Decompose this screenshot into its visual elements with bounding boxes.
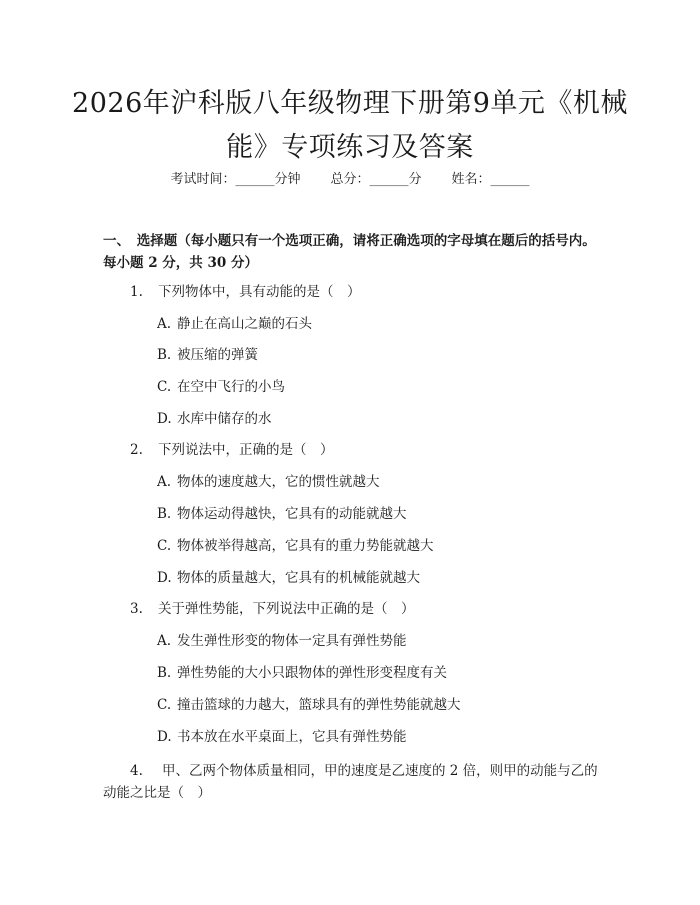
option-letter: D. xyxy=(157,411,172,427)
score-label: 总分： xyxy=(330,172,370,187)
section-heading: 一、 选择题（每小题只有一个选项正确，请将正确选项的字母填在题后的括号内。每小题 2 分，共 30 分） xyxy=(103,233,596,271)
question-2 xyxy=(130,440,334,460)
option-text: 静止在高山之巅的石头 xyxy=(177,316,312,332)
question-3-option-d xyxy=(157,727,407,747)
question-text: 关于弹性势能，下列说法中正确的是（ ） xyxy=(158,601,415,617)
document-title: 2026年沪科版八年级物理下册第9单元《机械能》专项练习及答案 xyxy=(72,88,628,163)
option-letter: C. xyxy=(157,379,172,395)
question-2-option-c xyxy=(157,536,434,556)
option-text: 书本放在水平桌面上，它具有弹性势能 xyxy=(177,729,407,745)
option-letter: A. xyxy=(157,474,172,490)
question-3-option-c xyxy=(157,695,461,715)
exam-info-line xyxy=(0,170,700,190)
question-3 xyxy=(130,599,415,619)
score-unit: 分 xyxy=(408,172,422,187)
question-1-option-a xyxy=(157,314,312,334)
score-blank: ______ xyxy=(369,172,409,187)
question-text: 下列说法中，正确的是（ ） xyxy=(158,442,334,458)
option-text: 物体的质量越大，它具有的机械能就越大 xyxy=(177,570,420,586)
option-text: 物体运动得越快，它具有的动能就越大 xyxy=(177,506,407,522)
question-3-option-a xyxy=(157,631,407,651)
time-blank: ______ xyxy=(235,172,275,187)
option-letter: A. xyxy=(157,316,172,332)
question-2-option-b xyxy=(157,504,407,524)
question-1-option-c xyxy=(157,377,285,397)
question-2-option-d xyxy=(157,568,420,588)
option-letter: C. xyxy=(157,538,172,554)
option-letter: B. xyxy=(157,347,172,363)
option-text: 撞击篮球的力越大，篮球具有的弹性势能就越大 xyxy=(177,697,461,713)
option-letter: B. xyxy=(157,506,172,522)
option-letter: D. xyxy=(157,729,172,745)
question-number: 3. xyxy=(130,601,143,617)
question-1-option-d xyxy=(157,409,272,429)
option-text: 物体的速度越大，它的惯性就越大 xyxy=(177,474,380,490)
option-text: 被压缩的弹簧 xyxy=(177,347,258,363)
option-text: 发生弹性形变的物体一定具有弹性势能 xyxy=(177,633,407,649)
option-letter: A. xyxy=(157,633,172,649)
option-text: 水库中储存的水 xyxy=(177,411,272,427)
option-text: 物体被举得越高，它具有的重力势能就越大 xyxy=(177,538,434,554)
question-2-option-a xyxy=(157,472,380,492)
question-4 xyxy=(103,760,603,804)
name-blank: ______ xyxy=(490,172,530,187)
question-number: 2. xyxy=(130,442,143,458)
option-text: 在空中飞行的小鸟 xyxy=(177,379,285,395)
question-text: 甲、乙两个物体质量相同，甲的速度是乙速度的 2 倍，则甲的动能与乙的动能之比是（ ） xyxy=(103,763,598,801)
question-3-option-b xyxy=(157,663,447,683)
option-letter: C. xyxy=(157,697,172,713)
option-letter: D. xyxy=(157,570,172,586)
time-label: 考试时间： xyxy=(170,172,236,187)
question-number: 4. xyxy=(130,763,143,779)
question-1-option-b xyxy=(157,345,258,365)
question-1 xyxy=(130,282,361,302)
name-label: 姓名： xyxy=(451,172,491,187)
time-unit: 分钟 xyxy=(274,172,301,187)
option-text: 弹性势能的大小只跟物体的弹性形变程度有关 xyxy=(177,665,447,681)
question-text: 下列物体中，具有动能的是（ ） xyxy=(158,284,361,300)
option-letter: B. xyxy=(157,665,172,681)
question-number: 1. xyxy=(130,284,143,300)
